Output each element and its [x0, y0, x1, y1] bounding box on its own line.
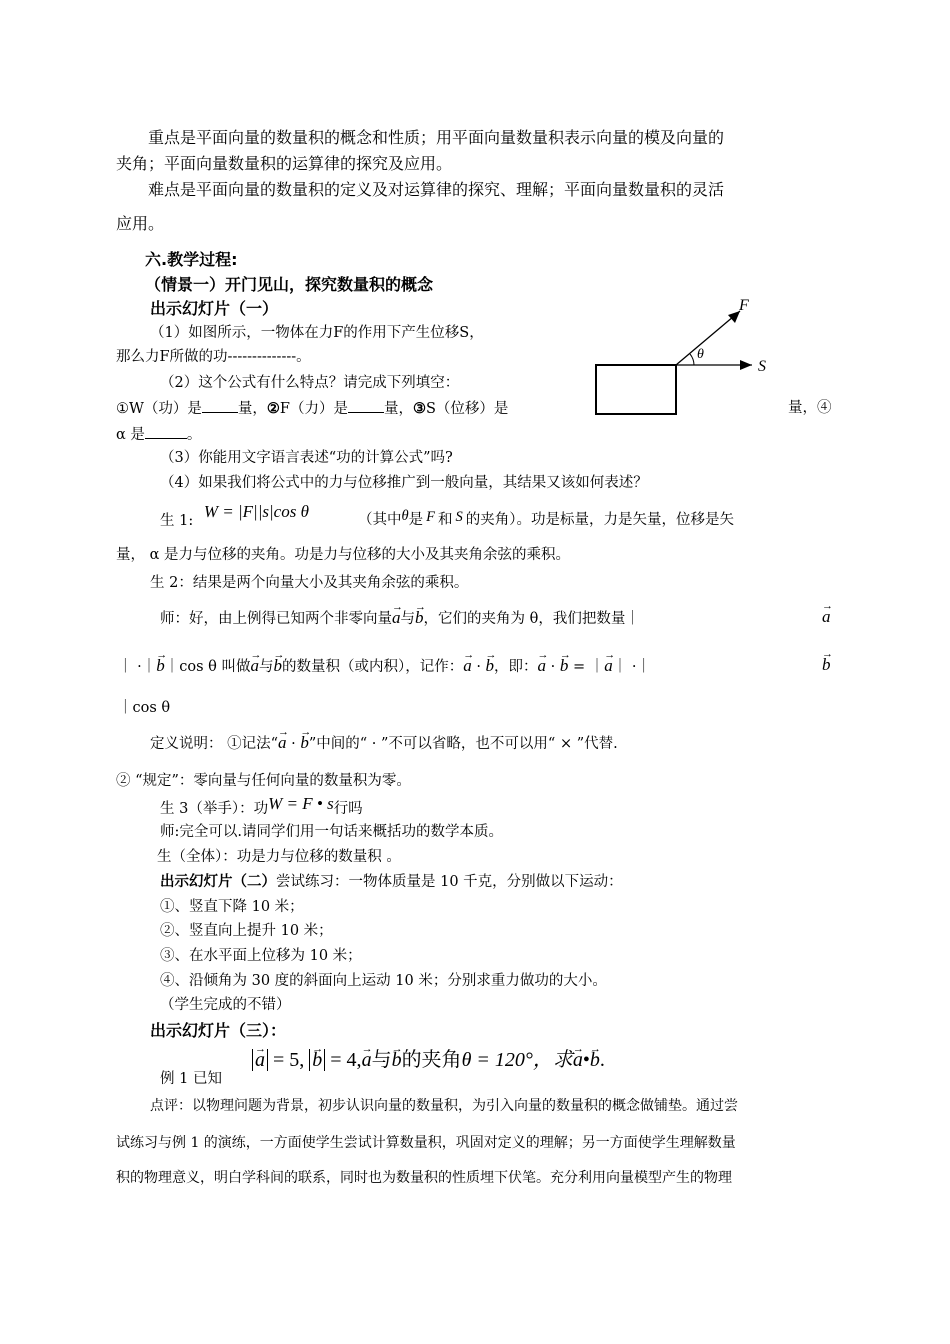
teacher-line-1	[160, 608, 640, 629]
exercise-item: ①、竖直下降 10 米；	[160, 899, 304, 915]
formula-text: 的夹角	[401, 1049, 462, 1071]
definition-line-2: ② “规定”：零向量与任何向量的数量积为零。	[116, 773, 411, 789]
fill-work-label: ①W（功）是	[116, 401, 202, 417]
exercise-item: ④、沿倾角为 30 度的斜面向上运动 10 米；分别求重力做功的大小。	[160, 973, 607, 989]
label-theta: θ	[697, 347, 704, 362]
work-dot-formula: W = F • s	[268, 794, 334, 813]
student2-line: 生 2：结果是两个向量大小及其夹角余弦的乘积。	[150, 575, 469, 591]
vector-b: → b	[486, 656, 495, 676]
note-theta: θ	[401, 508, 409, 524]
vector-a: → a	[822, 607, 831, 627]
teacher-text: ，它们的夹角为 θ，我们把数量｜	[423, 611, 640, 627]
slide2-note: （学生完成的不错）	[160, 997, 291, 1013]
teacher-line-2-end	[822, 655, 831, 675]
teacher-text: ，即：	[494, 659, 538, 675]
question-2-fill-line	[116, 398, 508, 419]
dot-symbol: ·	[286, 736, 301, 752]
vector-b: → b	[300, 733, 309, 753]
vector-b: → b	[415, 608, 424, 628]
slide2-text: 尝试练习：一物体质量是 10 千克，分别做以下运动：	[276, 874, 623, 890]
abs-a	[252, 1049, 268, 1071]
vector-b: → b	[273, 656, 282, 676]
force-diagram	[590, 292, 790, 422]
fill-tail: 量，④	[788, 400, 832, 416]
note-text: 和	[437, 512, 453, 528]
example-label: 例 1 已知	[160, 1071, 222, 1087]
comment-line-1: 点评：以物理问题为背景，初步认识向量的数量积，为引入向量的数量积的概念做铺垫。通过尝	[150, 1098, 738, 1114]
fill-displacement-label: S（位移）是	[425, 401, 509, 417]
fill-text: 。	[186, 427, 202, 443]
definition-text: ”中间的“ · ”不可以省略，也不可以用“ × ”代替.	[308, 736, 618, 752]
vector-b: → b	[560, 656, 569, 676]
question-4: （4）如果我们将公式中的力与位移推广到一般向量，其结果又该如何表述？	[160, 475, 648, 491]
vector-a: → a	[538, 656, 547, 676]
teacher-line-2	[118, 656, 651, 677]
slide1-title: 出示幻灯片（一）	[150, 299, 279, 318]
displacement-arrow-head	[740, 360, 752, 370]
definition-text: 定义说明： ①记法“	[150, 736, 279, 752]
vector-a: → a	[278, 733, 287, 753]
vector-b: → b	[822, 655, 831, 675]
formula-text: .	[599, 1049, 605, 1071]
teacher-text: = ｜	[568, 659, 605, 675]
slide2-line	[160, 872, 623, 892]
fill-text: 量，	[237, 401, 267, 417]
fill-number: ②	[266, 400, 280, 417]
student1-note	[358, 510, 734, 530]
vector-a: → a	[573, 1046, 583, 1074]
note-text: 的夹角）。功是标量，力是矢量，位移是矢	[465, 512, 734, 528]
student1-line2: 量， α 是力与位移的夹角。功是力与位移的大小及其夹角余弦的乘积。	[116, 547, 571, 563]
intro-line-3: 难点是平面向量的数量积的定义及对运算律的探究、理解；平面向量数量积的灵活	[148, 180, 725, 199]
vector-a: → a	[362, 1046, 372, 1074]
teacher2-line: 师:完全可以.请同学们用一句话来概括功的数学本质。	[160, 824, 503, 840]
teacher-line-1-end	[822, 607, 831, 627]
intro-line-2: 夹角；平面向量数量积的运算律的探究及应用。	[116, 154, 453, 173]
force-arrow-line	[676, 311, 740, 365]
note-text: 是	[408, 512, 424, 528]
teacher-text: ｜ ·｜	[612, 659, 651, 675]
vector-a: → a	[604, 656, 613, 676]
vector-a: → a	[463, 656, 472, 676]
exercise-item: ③、在水平面上位移为 10 米；	[160, 948, 362, 964]
section-title: 六.教学过程:	[145, 250, 238, 269]
teacher-text: 与	[400, 611, 415, 627]
fill-text: 量，	[383, 401, 413, 417]
intro-line-4: 应用。	[116, 214, 165, 233]
teacher-text: ｜ ·｜	[118, 659, 157, 675]
student3-text: 行吗	[333, 801, 363, 817]
slide3-title: 出示幻灯片（三）：	[150, 1021, 287, 1040]
definition-line-1	[150, 733, 618, 754]
note-text: （其中	[358, 512, 402, 528]
question-3: （3）你能用文字语言表述“功的计算公式”吗?	[160, 450, 453, 466]
vector-a: → a	[250, 656, 259, 676]
question-2: （2）这个公式有什么特点？请完成下列填空：	[160, 375, 460, 391]
student1-line	[160, 502, 309, 531]
dot-symbol: ·	[546, 659, 560, 675]
comment-line-2: 试练习与例 1 的演练，一方面使学生尝试计算数量积，巩固对定义的理解；另一方面使学生理解数量	[116, 1135, 736, 1151]
note-f: F	[426, 509, 435, 525]
teacher-line-3: ｜cos θ	[118, 700, 171, 716]
dot-symbol: ·	[471, 659, 486, 675]
vector-b: → b	[590, 1046, 600, 1074]
exercise-item: ②、竖直向上提升 10 米；	[160, 923, 333, 939]
angle-arc	[690, 354, 694, 365]
vector-a: → a	[255, 1046, 265, 1074]
formula-text: = 4,	[330, 1049, 362, 1071]
fill-force-label: F（力）是	[279, 401, 348, 417]
student1-prefix: 生 1:	[160, 513, 194, 529]
formula-text: •	[582, 1049, 590, 1071]
formula-text: = 5,	[273, 1049, 305, 1071]
teacher-text: ｜cos θ 叫做	[164, 659, 251, 675]
comment-line-3: 积的物理意义，明白学科间的联系，同时也为数量积的性质埋下伏笔。充分利用向量模型产生的物理	[116, 1170, 732, 1186]
formula-text: 与	[371, 1049, 392, 1071]
example-formula	[252, 1046, 605, 1074]
fill-alpha-label: α 是	[116, 427, 145, 443]
formula-text: θ = 120°，求	[461, 1049, 573, 1071]
question-1b: 那么力F所做的功--------------。	[116, 349, 311, 365]
intro-line-1: 重点是平面向量的数量积的概念和性质；用平面向量数量积表示向量的模及向量的	[148, 128, 725, 147]
student3-line	[160, 794, 363, 819]
question-1a: （1）如图所示，一物体在力F的作用下产生位移S，	[150, 325, 484, 341]
vector-b: → b	[392, 1046, 402, 1074]
teacher-text: 与	[258, 659, 274, 675]
teacher-text: 的数量积（或内积），记作：	[281, 659, 464, 675]
scene-title: （情景一）开门见山，探究数量积的概念	[145, 275, 434, 294]
teacher-text: 师：好，由上例得已知两个非零向量	[160, 611, 392, 627]
slide2-title: 出示幻灯片（二）	[160, 874, 276, 890]
vector-a: → a	[392, 608, 401, 628]
blank-work[interactable]	[202, 398, 238, 413]
vector-b: → b	[156, 656, 165, 676]
blank-force[interactable]	[348, 398, 384, 413]
block-rect	[596, 365, 676, 414]
note-s: S	[455, 509, 463, 525]
work-formula: W = |F||s|cos θ	[203, 502, 309, 521]
student-all-line: 生（全体）：功是力与位移的数量积 。	[157, 849, 401, 865]
fill-number: ③	[412, 400, 426, 417]
label-s: S	[758, 358, 766, 375]
label-f: F	[739, 297, 749, 314]
blank-alpha[interactable]	[145, 424, 187, 439]
vector-b: → b	[312, 1046, 322, 1074]
fill-alpha-line	[116, 424, 201, 445]
student3-text: 生 3（举手）：功	[160, 801, 269, 817]
abs-b	[309, 1049, 325, 1071]
